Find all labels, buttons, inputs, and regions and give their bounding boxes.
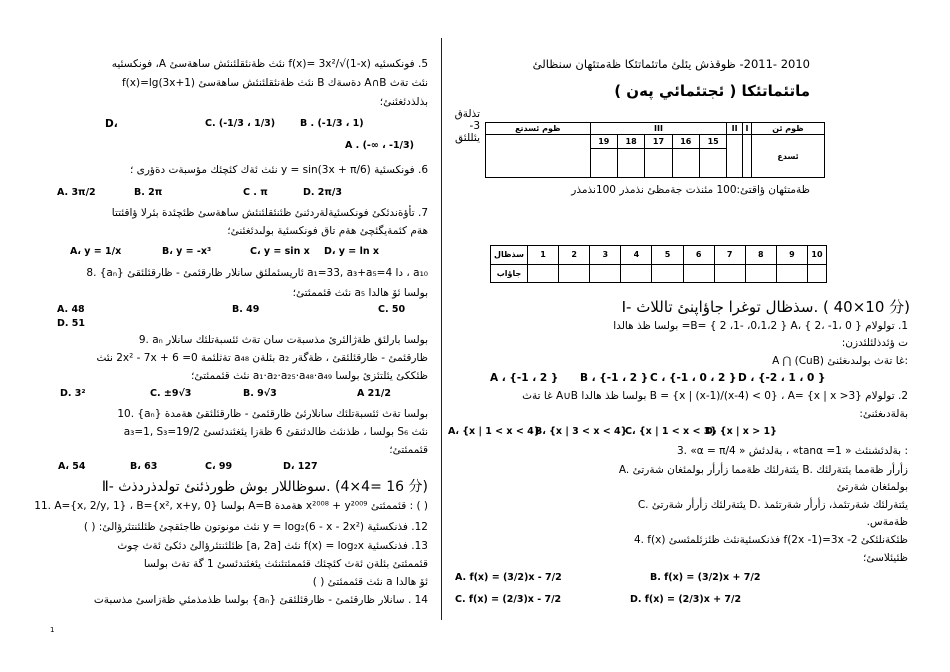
q1-option-c: C ، {-1 ، 0 ، 2 } <box>650 372 737 384</box>
q8-text-b: بولسا ئۆ هالدا a₅ نئث قئممئتئ؛ <box>292 287 428 299</box>
q13-text-c: ئۆ هالدا a نئث قئممئتئ ( ) <box>312 576 428 588</box>
score-table-number-header: ظوم ئن <box>751 123 824 135</box>
q7-text: 7. تأؤةندئكئ فونكسئيةلةردئنئ ظئنئقلئنئش ساهةسئ ظئچئدة بئرلا ؤاقئتتا <box>111 207 428 219</box>
q1-text: 1. تولولام { 0 ،1- ،2 } ،B= { 2 ،1- ،0،1،2 } A= بولسا ظذ هالدا <box>613 320 908 332</box>
q9-option-a: A 21/2 <box>357 388 391 399</box>
q10-option-a: A، 54 <box>58 461 86 472</box>
score-table-total-header: ظوم ئسدتع <box>486 123 591 135</box>
q5-text-c: بذلذدئغئنئ؛ <box>379 96 428 108</box>
q8-option-d: D. 51 <box>57 318 86 329</box>
q4-text: 4. f(x) فذنكسئيةنئث ظئزئلمئسئ f(2x -1)=3x -2 ظئكةنلئكئ <box>633 534 908 546</box>
q9-option-c: C. ±9√3 <box>150 388 192 399</box>
q4-option-a: A. f(x) = (3/2)x - 7/2 <box>455 572 562 583</box>
q13-text: 13. فذنكسئية f(x) = log₂x نئث [a, 2a] ظئلئنتئرؤالئ دئكئ ئةث چوث <box>117 540 428 552</box>
q5-option-b: B . (-1/3 ، 1) <box>300 118 364 129</box>
section1-heading: Ⅰ- سذظال توغرا جاؤاپنئ تاللاث. ( 10×40 分) <box>621 298 910 316</box>
answer-table <box>490 245 827 283</box>
score-table-num: 18 <box>617 135 644 149</box>
q1-option-b: B ، {-1 ، 2 } <box>580 372 649 384</box>
score-table-section3-header: III <box>590 123 727 135</box>
page-number: 1 <box>50 626 55 634</box>
q8-text: 8. {aₙ} ئاريسئملئق سانلار ظارقئمئ - ظارقئلئقئ a₁=33, a₃+a₅=4 دا ، a₁₀ <box>86 267 428 279</box>
score-table-num: 19 <box>590 135 617 149</box>
q9-option-b: B. 9√3 <box>243 388 277 399</box>
q6-option-d: D. 2π/3 <box>303 187 343 198</box>
q7-option-a: A، y = 1/x <box>70 246 122 257</box>
answer-num: 4 <box>621 246 652 265</box>
q1-text-b: ت ؤئدذلئلئدزن: <box>841 337 908 349</box>
score-table-section2-header: II <box>727 123 743 135</box>
score-table-num: 17 <box>645 135 672 149</box>
answer-num: 1 <box>528 246 559 265</box>
side-note: تذلةق 3- يئللئق <box>454 108 480 144</box>
q5-option-d: D، <box>105 118 118 130</box>
q10-text-c: قئممئتئ؛ <box>389 444 428 456</box>
section2-heading: Ⅱ- سوظاللار بوش ظورذئنئ تولدذردذث. (16 =4×4 分) <box>101 479 428 495</box>
q5-text-b: f(x)=lg(3x+1) نئث ظةنئقلئنئش ساهةسئ B دةسةك A∩B نئث تةث <box>121 77 428 89</box>
q8-option-c: C. 50 <box>378 304 406 315</box>
q1-text-c: A ⋂ (CuB) غا تةث بولىدىغئنئ: <box>772 355 908 367</box>
q2-text: 2. تولولام B = {x | (x-1)/(x-4) < 0} ، A= {x | x >3} بولسا ظذ هالدا A∪B غا تةث <box>522 390 908 402</box>
score-table-section1-header: I <box>742 123 751 135</box>
q7-text-b: هةم كئمةيگئچئ هةم تاق فونكسئية بولىدئغئنئ؛ <box>227 225 428 237</box>
q3-option-d-cont: ظةمةس. <box>866 516 908 528</box>
q12-text: 12. فذنكسئية y = log₂(6 - x - 2x²) نئث مونوتون ظاجئقچئ ظئلئنتئرؤالئ: ( ) <box>83 521 428 533</box>
q10-text: 10. {aₙ} بولسا تةث ئئسبةتلئك سانلارئئ ظارقئمئ - ظارقئلئقئ هةمدة <box>117 408 428 420</box>
answer-num: 10 <box>808 246 827 265</box>
q6-option-b: B. 2π <box>134 187 163 198</box>
q6-text: 6. فونكسئية y = sin(3x + π/6) نئث ئةك كئچئك مؤسبةت دةؤرى ؛ <box>129 164 428 176</box>
score-table-num: 16 <box>672 135 699 149</box>
q3-option-ab: A. يئتةرلئك ظةمما زأرأر بولمئغان شةرتئ B. زأرأر ظةمما يئتةرلئك <box>618 464 908 476</box>
answer-num: 8 <box>745 246 776 265</box>
q10-option-c: C، 99 <box>205 461 233 472</box>
answer-num: 6 <box>683 246 714 265</box>
q2-option-b: B، {x | 3 < x < 4} <box>535 426 628 437</box>
q4-option-b: B. f(x) = (3/2)x + 7/2 <box>650 572 761 583</box>
q9-option-d: D. 3² <box>60 388 86 399</box>
q3-option-cd: C. يئتةرلئك زأرأر شةرتئ D. يئتةرلئك شةرتئمذ، زأرأر شةرتئمذ <box>637 499 908 511</box>
q10-option-d: D، 127 <box>283 461 318 472</box>
q4-option-c: C. f(x) = (2/3)x - 7/2 <box>455 594 562 605</box>
q8-option-b: B. 49 <box>232 304 260 315</box>
q9-text: 9. aₙ بولسا بارلئق ظةژالئرئ مذسبةت سان تةث ئئسبةتلئك سانلار <box>138 334 428 346</box>
q2-option-c: C، {x | 1 < x < 3} <box>625 426 718 437</box>
answer-num: 2 <box>559 246 590 265</box>
q6-option-c: C . π <box>243 187 268 198</box>
column-divider <box>441 38 442 620</box>
q4-option-d: D. f(x) = (2/3)x + 7/2 <box>630 594 742 605</box>
q10-option-b: B، 63 <box>130 461 158 472</box>
q3-option-b-cont: بولمئغان شةرتئ <box>836 481 908 493</box>
q5-option-a: A . (-∞ ، -1/3) <box>345 140 414 151</box>
answer-num: 5 <box>652 246 683 265</box>
q13-text-b: قئممئتئ بئلةن ئةث كئچئك قئممئتئنئث يئغئندئسئ 1 گة تةث بولسا <box>143 558 428 570</box>
q9-text-c: ظئككئ يئلتئزئ بولسا a₁·a₂·a₂₅·a₄₈·a₄₉ نئث قئممئتئ؛ <box>191 370 428 382</box>
answer-table-q-label: سذظال <box>491 246 528 265</box>
q2-text-b: بةلةدىغئنئ: <box>859 408 908 420</box>
q2-option-d: D، {x | x > 1} <box>705 426 777 437</box>
q14-text: 14 . سانلار ظارقئمئ - ظارقئلئقئ {aₙ} بولسا ظذمذمئي ظةزاسئ مذسبةت <box>93 594 428 606</box>
q4-text-b: ظئيئلاسئ؛ <box>862 552 908 564</box>
q7-option-d: D، y = ln x <box>324 246 380 257</box>
answer-table-a-label: جاؤاب <box>491 264 528 283</box>
q2-option-a: A، {x | 1 < x < 4} <box>448 426 541 437</box>
q8-option-a: A. 48 <box>57 304 85 315</box>
q7-option-c: C، y = sin x <box>250 246 310 257</box>
q6-option-a: A. 3π/2 <box>57 187 96 198</box>
q10-text-b: a₃=1, S₃=19/2 بولسا ، ظذنئث ظالدئنقئ 6 ظةزا يئغئندئسئ S₆ نئث <box>123 426 428 438</box>
score-table-total-cell <box>486 135 591 178</box>
q3-text: 3. «α = π/4 » بةلدئش ، «tanα =1 » بةلدئشنئث : <box>676 445 908 457</box>
exam-subtitle: ماتئماتئكا ( ئجتئمائي پەن ) <box>614 82 810 100</box>
q5-option-c: C. (-1/3 ، 1/3) <box>205 118 276 129</box>
answer-num: 7 <box>714 246 745 265</box>
answer-num: 9 <box>776 246 807 265</box>
q1-option-d: D ، {-2 ، 1 ، 0 } <box>738 372 826 384</box>
q5-text: 5. فونكسئيە f(x)= 3x²/√(1-x) نئث ظةنئقلئنئش ساهةسئ A، فونكسئيە <box>111 58 428 70</box>
answer-num: 3 <box>590 246 621 265</box>
q9-text-b: ظارقئمئ - ظارقئلئقئ ، ظةگةر a₂ بئلةن a₄₈ تةثلئمة 2x² - 7x + 6 =0 نئث <box>96 352 428 364</box>
exam-title: 2010 -2011- ظوقذش يئلئ ماتئماتئكا ظةمتئهان سنظالئ <box>532 57 810 71</box>
score-table <box>485 122 825 178</box>
exam-info: ظةمتئهان ؤاقتئ:100 مئنذت جةمظئ نذمذر 100نذمذر <box>571 184 810 196</box>
score-table-num: 15 <box>699 135 726 149</box>
score-table-score-label: ئسدع <box>751 135 824 178</box>
q1-option-a: A ، {-1 ، 2 } <box>490 372 559 384</box>
q7-option-b: B، y = -x³ <box>162 246 212 257</box>
q11-text: 11. A={x, 2/y, 1} ، B={x², x+y, 0} بولسا A=B هةمدة x²⁰⁰⁸ + y²⁰⁰⁹ قئممئتئ : ( ) <box>34 500 428 512</box>
